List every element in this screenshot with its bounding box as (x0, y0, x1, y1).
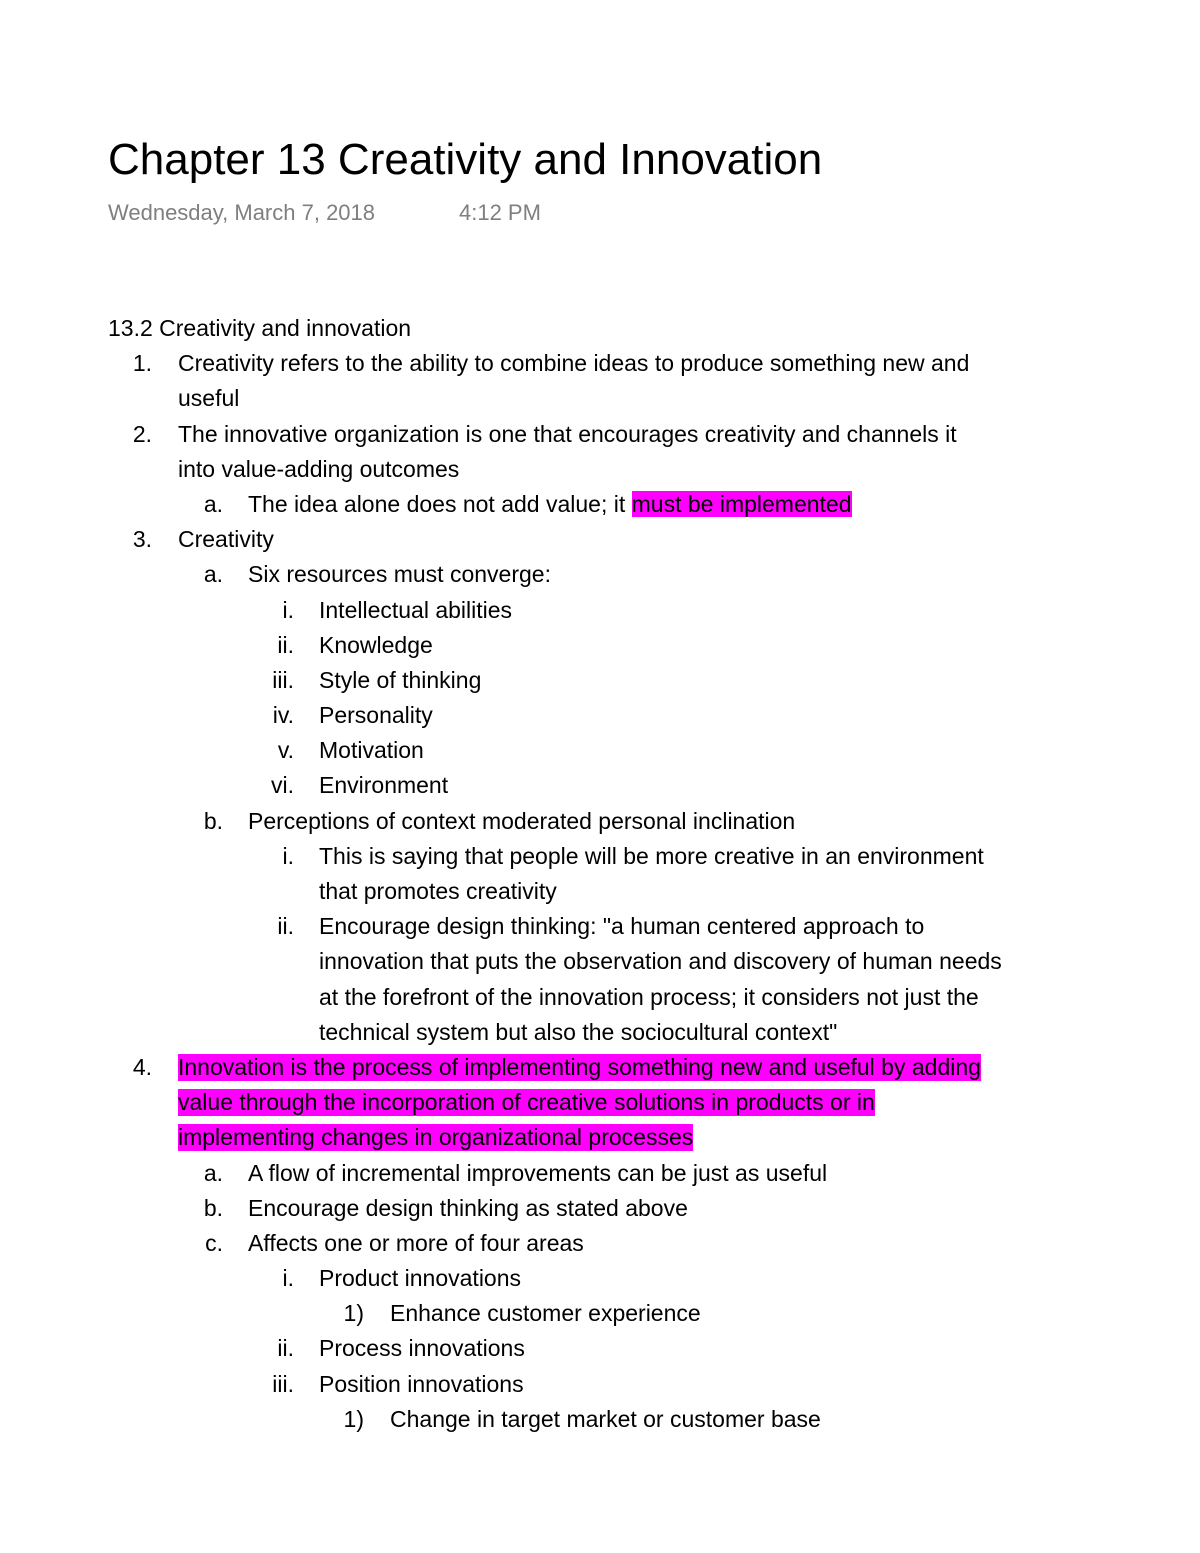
section-heading-text: 13.2 Creativity and innovation (108, 315, 412, 341)
list-text: A flow of incremental improvements can be just as useful (248, 1159, 828, 1186)
list-text: Creativity refers to the ability to combine ideas to produce something new and (178, 350, 970, 377)
list-item (0, 597, 1200, 632)
highlighted-text: Innovation is the process of implementing something new and useful by adding (178, 1053, 981, 1080)
list-text: Affects one or more of four areas (248, 1229, 584, 1256)
list-item-continuation (0, 385, 1200, 420)
list-item (0, 561, 1200, 596)
list-marker: 1) (343, 1405, 364, 1432)
list-item (0, 1054, 1200, 1089)
list-item-continuation (0, 984, 1200, 1019)
list-item (0, 772, 1200, 807)
highlighted-text: must be implemented (631, 490, 852, 517)
list-text: Enhance customer experience (390, 1300, 701, 1327)
list-text: This is saying that people will be more creative in an environment (319, 842, 984, 869)
list-marker: i. (282, 596, 294, 623)
list-marker: c. (205, 1229, 223, 1256)
list-marker: ii. (277, 1335, 294, 1362)
list-item (0, 737, 1200, 772)
list-item-continuation (0, 1124, 1200, 1159)
list-text: Encourage design thinking as stated above (248, 1194, 688, 1221)
list-text: into value-adding outcomes (178, 455, 460, 482)
list-marker: 2. (132, 420, 152, 447)
list-item-continuation (0, 456, 1200, 491)
list-marker: ii. (277, 913, 294, 940)
highlighted-text: value through the incorporation of creative solutions in products or in (178, 1089, 875, 1116)
list-text-plain: The idea alone does not add value; it (248, 490, 632, 517)
list-text: Environment (319, 772, 449, 799)
list-marker: 4. (132, 1053, 152, 1080)
list-item (0, 1371, 1200, 1406)
list-text: Motivation (319, 737, 424, 764)
note-date: Wednesday, March 7, 2018 (108, 200, 376, 225)
list-marker: iv. (272, 702, 294, 729)
list-text: Perceptions of context moderated personal inclination (248, 807, 796, 834)
list-text: Encourage design thinking: "a human centered approach to (319, 913, 925, 940)
list-item (0, 1230, 1200, 1265)
list-marker: a. (203, 561, 223, 588)
list-text: The innovative organization is one that encourages creativity and channels it (178, 420, 957, 447)
list-marker: 1) (343, 1300, 364, 1327)
list-text: innovation that puts the observation and discovery of human needs (319, 948, 1002, 975)
list-marker: vi. (271, 772, 294, 799)
list-text: Change in target market or customer base (390, 1405, 821, 1432)
list-item (0, 1160, 1200, 1195)
list-text: Product innovations (319, 1265, 522, 1292)
list-marker: a. (203, 490, 223, 517)
list-item (0, 1335, 1200, 1370)
list-text: Creativity (178, 526, 274, 553)
list-item (0, 1265, 1200, 1300)
list-item (0, 1406, 1200, 1441)
list-marker: i. (282, 1265, 294, 1292)
list-item (0, 702, 1200, 737)
list-item (0, 808, 1200, 843)
list-text: Personality (319, 702, 433, 729)
list-item (0, 526, 1200, 561)
list-marker: v. (277, 737, 294, 764)
list-item (0, 421, 1200, 456)
list-item-continuation (0, 878, 1200, 913)
list-text (248, 491, 852, 518)
section-heading (0, 315, 1200, 350)
list-marker: 1. (132, 350, 152, 377)
list-item (0, 667, 1200, 702)
list-item (0, 491, 1200, 526)
list-text: Process innovations (319, 1335, 525, 1362)
list-text: Six resources must converge: (248, 561, 551, 588)
list-text: technical system but also the sociocultural context" (319, 1018, 838, 1045)
note-time: 4:12 PM (459, 200, 541, 225)
list-item-continuation (0, 1089, 1200, 1124)
list-text: useful (178, 385, 240, 412)
list-text: Knowledge (319, 631, 433, 658)
note-body (0, 315, 1200, 1441)
list-marker: i. (282, 842, 294, 869)
list-text: that promotes creativity (319, 878, 557, 904)
list-text: at the forefront of the innovation process; it considers not just the (319, 983, 979, 1010)
list-item-continuation (0, 1019, 1200, 1054)
list-item (0, 1300, 1200, 1335)
list-marker: b. (203, 1194, 223, 1221)
highlighted-text: implementing changes in organizational processes (178, 1124, 694, 1151)
list-text: Intellectual abilities (319, 596, 513, 623)
list-text: Position innovations (319, 1370, 524, 1397)
list-marker: iii. (272, 666, 294, 693)
list-item (0, 632, 1200, 667)
list-marker: ii. (277, 631, 294, 658)
list-marker: iii. (272, 1370, 294, 1397)
list-marker: a. (203, 1159, 223, 1186)
list-item (0, 350, 1200, 385)
list-marker: 3. (132, 526, 152, 553)
list-item-continuation (0, 948, 1200, 983)
page-title: Chapter 13 Creativity and Innovation (108, 135, 823, 184)
list-item (0, 1195, 1200, 1230)
list-text: Style of thinking (319, 666, 482, 693)
list-item (0, 913, 1200, 948)
list-item (0, 843, 1200, 878)
list-marker: b. (203, 807, 223, 834)
